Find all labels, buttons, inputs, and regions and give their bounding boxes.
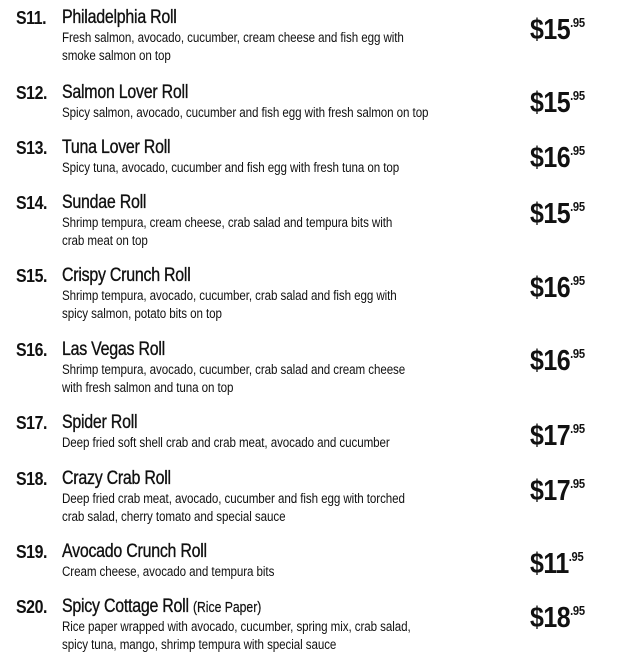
description-line: Cream cheese, avocado and tempura bits <box>62 564 275 579</box>
item-code: S15. <box>16 265 48 286</box>
item-description <box>62 159 399 177</box>
price-cents: .95 <box>570 273 585 288</box>
description-line: crab salad, cherry tomato and special sauce <box>62 509 286 524</box>
price-dollars: $17 <box>530 420 571 452</box>
item-note: (Rice Paper) <box>192 600 262 616</box>
item-code: S12. <box>16 82 48 103</box>
item-price <box>530 143 585 173</box>
item-price <box>530 199 585 229</box>
price-dollars: $15 <box>530 14 571 46</box>
item-description <box>62 287 397 323</box>
price-cents: .95 <box>570 143 585 158</box>
item-name-text: Tuna Lover Roll <box>62 137 171 158</box>
description-line: Spicy tuna, avocado, cucumber and fish egg with fresh tuna on top <box>62 160 400 175</box>
description-line: Spicy salmon, avocado, cucumber and fish egg with fresh salmon on top <box>62 105 429 120</box>
item-name-text: Spider Roll <box>62 412 138 433</box>
price-dollars: $18 <box>530 602 571 634</box>
item-description <box>62 434 390 452</box>
description-line: Deep fried soft shell crab and crab meat, avocado and cucumber <box>62 435 390 450</box>
item-name <box>62 8 177 28</box>
price-dollars: $16 <box>530 345 571 377</box>
price-dollars: $15 <box>530 198 571 230</box>
item-code: S13. <box>16 137 48 158</box>
item-price <box>530 273 585 303</box>
description-line: crab meat on top <box>62 233 148 248</box>
description-line: spicy tuna, mango, shrimp tempura with special sauce <box>62 637 337 652</box>
item-code: S14. <box>16 192 48 213</box>
price-cents: .95 <box>570 421 585 436</box>
price-dollars: $15 <box>530 87 571 119</box>
item-name-text: Spicy Cottage Roll <box>62 596 189 617</box>
item-name-text: Las Vegas Roll <box>62 339 165 360</box>
item-name-text: Crazy Crab Roll <box>62 468 171 489</box>
item-name-text: Philadelphia Roll <box>62 7 177 28</box>
item-price <box>530 15 585 45</box>
price-cents: .95 <box>570 603 585 618</box>
item-name <box>62 413 137 433</box>
description-line: smoke salmon on top <box>62 48 171 63</box>
item-description <box>62 361 405 397</box>
item-code: S20. <box>16 596 48 617</box>
price-dollars: $17 <box>530 475 571 507</box>
item-code: S19. <box>16 541 48 562</box>
price-cents: .95 <box>570 476 585 491</box>
item-name <box>62 266 191 286</box>
price-cents: .95 <box>570 346 585 361</box>
item-name <box>62 597 261 618</box>
item-code: S16. <box>16 339 48 360</box>
item-price <box>530 421 585 451</box>
price-cents: .95 <box>570 88 585 103</box>
item-description <box>62 214 392 250</box>
description-line: Shrimp tempura, cream cheese, crab salad and tempura bits with <box>62 215 393 230</box>
item-price <box>530 603 585 633</box>
price-cents: .95 <box>570 15 585 30</box>
price-cents: .95 <box>568 549 584 564</box>
item-code: S18. <box>16 468 48 489</box>
item-name-text: Salmon Lover Roll <box>62 82 189 103</box>
item-name-text: Crispy Crunch Roll <box>62 265 191 286</box>
description-line: Shrimp tempura, avocado, cucumber, crab salad and fish egg with <box>62 288 397 303</box>
item-name <box>62 83 188 103</box>
item-name <box>62 469 171 489</box>
price-dollars: $11 <box>530 548 569 580</box>
item-name-text: Avocado Crunch Roll <box>62 541 207 562</box>
description-line: Shrimp tempura, avocado, cucumber, crab salad and cream cheese <box>62 362 406 377</box>
description-line: with fresh salmon and tuna on top <box>62 380 234 395</box>
description-line: Rice paper wrapped with avocado, cucumber, spring mix, crab salad, <box>62 619 411 634</box>
item-name <box>62 542 207 562</box>
price-dollars: $16 <box>530 142 571 174</box>
description-line: Fresh salmon, avocado, cucumber, cream cheese and fish egg with <box>62 30 404 45</box>
item-code: S17. <box>16 412 48 433</box>
item-name <box>62 193 146 213</box>
item-price <box>530 88 585 118</box>
item-description <box>62 29 404 65</box>
item-description <box>62 563 274 581</box>
item-name <box>62 138 170 158</box>
item-name <box>62 340 165 360</box>
item-code: S11. <box>16 7 47 28</box>
price-cents: .95 <box>570 199 585 214</box>
description-line: spicy salmon, potato bits on top <box>62 306 222 321</box>
item-name-text: Sundae Roll <box>62 192 147 213</box>
item-description <box>62 490 405 526</box>
item-description <box>62 104 428 122</box>
item-price <box>530 549 583 579</box>
item-description <box>62 618 411 654</box>
description-line: Deep fried crab meat, avocado, cucumber and fish egg with torched <box>62 491 405 506</box>
price-dollars: $16 <box>530 272 571 304</box>
item-price <box>530 346 585 376</box>
item-price <box>530 476 585 506</box>
